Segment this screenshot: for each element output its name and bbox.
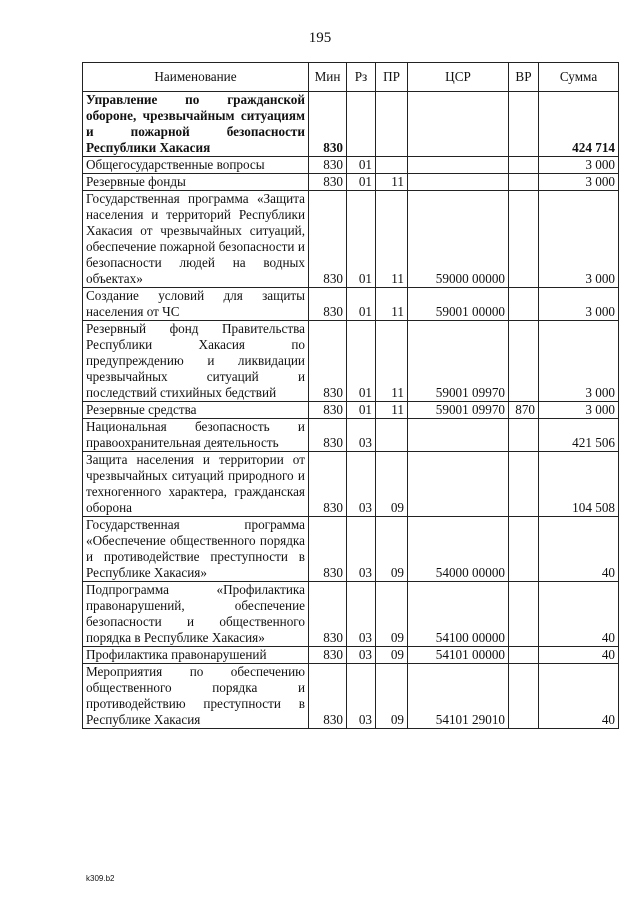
table-row: [83, 452, 619, 517]
cell-pr: 09: [376, 664, 408, 729]
cell-vr: [509, 419, 539, 452]
cell-name: Управление по гражданской обороне, чрезвычайным ситуациям и пожарной безопасности Республики Хакасия: [83, 92, 309, 157]
cell-rz: 03: [347, 452, 376, 517]
cell-min: 830: [309, 402, 347, 419]
cell-pr: [376, 419, 408, 452]
cell-min: 830: [309, 174, 347, 191]
cell-rz: [347, 92, 376, 157]
cell-pr: 11: [376, 191, 408, 288]
cell-csr: 59000 00000: [408, 191, 509, 288]
cell-sum: 3 000: [539, 288, 619, 321]
cell-rz: 01: [347, 157, 376, 174]
cell-csr: [408, 92, 509, 157]
cell-min: 830: [309, 647, 347, 664]
cell-vr: [509, 647, 539, 664]
cell-min: 830: [309, 191, 347, 288]
cell-pr: [376, 92, 408, 157]
cell-rz: 03: [347, 517, 376, 582]
cell-sum: 3 000: [539, 191, 619, 288]
cell-name: Государственная программа «Обеспечение общественного порядка и противодействие преступности в Республике Хакасия»: [83, 517, 309, 582]
cell-pr: 09: [376, 452, 408, 517]
cell-name: Резервные фонды: [83, 174, 309, 191]
cell-name: Резервные средства: [83, 402, 309, 419]
cell-vr: 870: [509, 402, 539, 419]
cell-vr: [509, 191, 539, 288]
table-row: [83, 419, 619, 452]
cell-min: 830: [309, 452, 347, 517]
header-pr: ПР: [376, 63, 408, 92]
cell-vr: [509, 517, 539, 582]
cell-vr: [509, 452, 539, 517]
table-row: [83, 664, 619, 729]
cell-rz: 01: [347, 402, 376, 419]
cell-pr: [376, 157, 408, 174]
table-row: [83, 517, 619, 582]
header-min: Мин: [309, 63, 347, 92]
cell-pr: 09: [376, 517, 408, 582]
cell-pr: 11: [376, 174, 408, 191]
cell-rz: 01: [347, 288, 376, 321]
table-row: [83, 191, 619, 288]
cell-name: Защита населения и территории от чрезвычайных ситуаций природного и техногенного характера, гражданская оборона: [83, 452, 309, 517]
budget-table: [82, 62, 619, 729]
cell-csr: [408, 174, 509, 191]
cell-csr: 54100 00000: [408, 582, 509, 647]
cell-vr: [509, 288, 539, 321]
cell-min: 830: [309, 582, 347, 647]
header-rz: Рз: [347, 63, 376, 92]
cell-vr: [509, 582, 539, 647]
table-row: [83, 92, 619, 157]
table-row: [83, 174, 619, 191]
cell-vr: [509, 174, 539, 191]
cell-csr: [408, 452, 509, 517]
table-row: [83, 647, 619, 664]
cell-sum: 40: [539, 517, 619, 582]
table-row: [83, 288, 619, 321]
cell-vr: [509, 157, 539, 174]
table-row: [83, 157, 619, 174]
header-name: Наименование: [83, 63, 309, 92]
table-row: [83, 582, 619, 647]
cell-csr: 54101 29010: [408, 664, 509, 729]
cell-name: Национальная безопасность и правоохранительная деятельность: [83, 419, 309, 452]
cell-pr: 11: [376, 288, 408, 321]
cell-sum: 3 000: [539, 321, 619, 402]
cell-csr: 59001 09970: [408, 402, 509, 419]
cell-name: Резервный фонд Правительства Республики Хакасия по предупреждению и ликвидации чрезвычайных ситуаций и последствий стихийных бедствий: [83, 321, 309, 402]
cell-sum: 3 000: [539, 174, 619, 191]
header-sum: Сумма: [539, 63, 619, 92]
cell-pr: 09: [376, 647, 408, 664]
cell-vr: [509, 321, 539, 402]
cell-sum: 40: [539, 647, 619, 664]
cell-min: 830: [309, 157, 347, 174]
cell-rz: 03: [347, 664, 376, 729]
page-number: 195: [308, 30, 332, 46]
header-csr: ЦСР: [408, 63, 509, 92]
cell-csr: 59001 00000: [408, 288, 509, 321]
cell-min: 830: [309, 321, 347, 402]
cell-name: Общегосударственные вопросы: [83, 157, 309, 174]
cell-sum: 104 508: [539, 452, 619, 517]
cell-pr: 11: [376, 402, 408, 419]
cell-name: Мероприятия по обеспечению общественного порядка и противодействию преступности в Республике Хакасия: [83, 664, 309, 729]
table-header-row: [83, 63, 619, 92]
cell-sum: 3 000: [539, 402, 619, 419]
cell-name: Создание условий для защиты населения от ЧС: [83, 288, 309, 321]
cell-min: 830: [309, 664, 347, 729]
table-row: [83, 402, 619, 419]
cell-name: Профилактика правонарушений: [83, 647, 309, 664]
footer-code: k309.b2: [86, 874, 115, 883]
cell-min: 830: [309, 92, 347, 157]
cell-csr: 54000 00000: [408, 517, 509, 582]
cell-min: 830: [309, 419, 347, 452]
cell-csr: [408, 419, 509, 452]
cell-sum: 421 506: [539, 419, 619, 452]
cell-sum: 3 000: [539, 157, 619, 174]
header-vr: ВР: [509, 63, 539, 92]
cell-vr: [509, 92, 539, 157]
cell-csr: 59001 09970: [408, 321, 509, 402]
table-body: [83, 92, 619, 729]
cell-name: Государственная программа «Защита населения и территорий Республики Хакасия от чрезвычайных ситуаций, обеспечение пожарной безопасности и безопасности людей на водных объектах»: [83, 191, 309, 288]
cell-name: Подпрограмма «Профилактика правонарушений, обеспечение безопасности и общественного порядка в Республике Хакасия»: [83, 582, 309, 647]
cell-rz: 03: [347, 419, 376, 452]
cell-vr: [509, 664, 539, 729]
cell-csr: 54101 00000: [408, 647, 509, 664]
cell-rz: 03: [347, 582, 376, 647]
cell-csr: [408, 157, 509, 174]
table-row: [83, 321, 619, 402]
cell-rz: 01: [347, 174, 376, 191]
cell-sum: 424 714: [539, 92, 619, 157]
cell-min: 830: [309, 288, 347, 321]
cell-pr: 11: [376, 321, 408, 402]
cell-min: 830: [309, 517, 347, 582]
cell-sum: 40: [539, 664, 619, 729]
cell-rz: 01: [347, 321, 376, 402]
cell-rz: 03: [347, 647, 376, 664]
cell-rz: 01: [347, 191, 376, 288]
cell-pr: 09: [376, 582, 408, 647]
cell-sum: 40: [539, 582, 619, 647]
